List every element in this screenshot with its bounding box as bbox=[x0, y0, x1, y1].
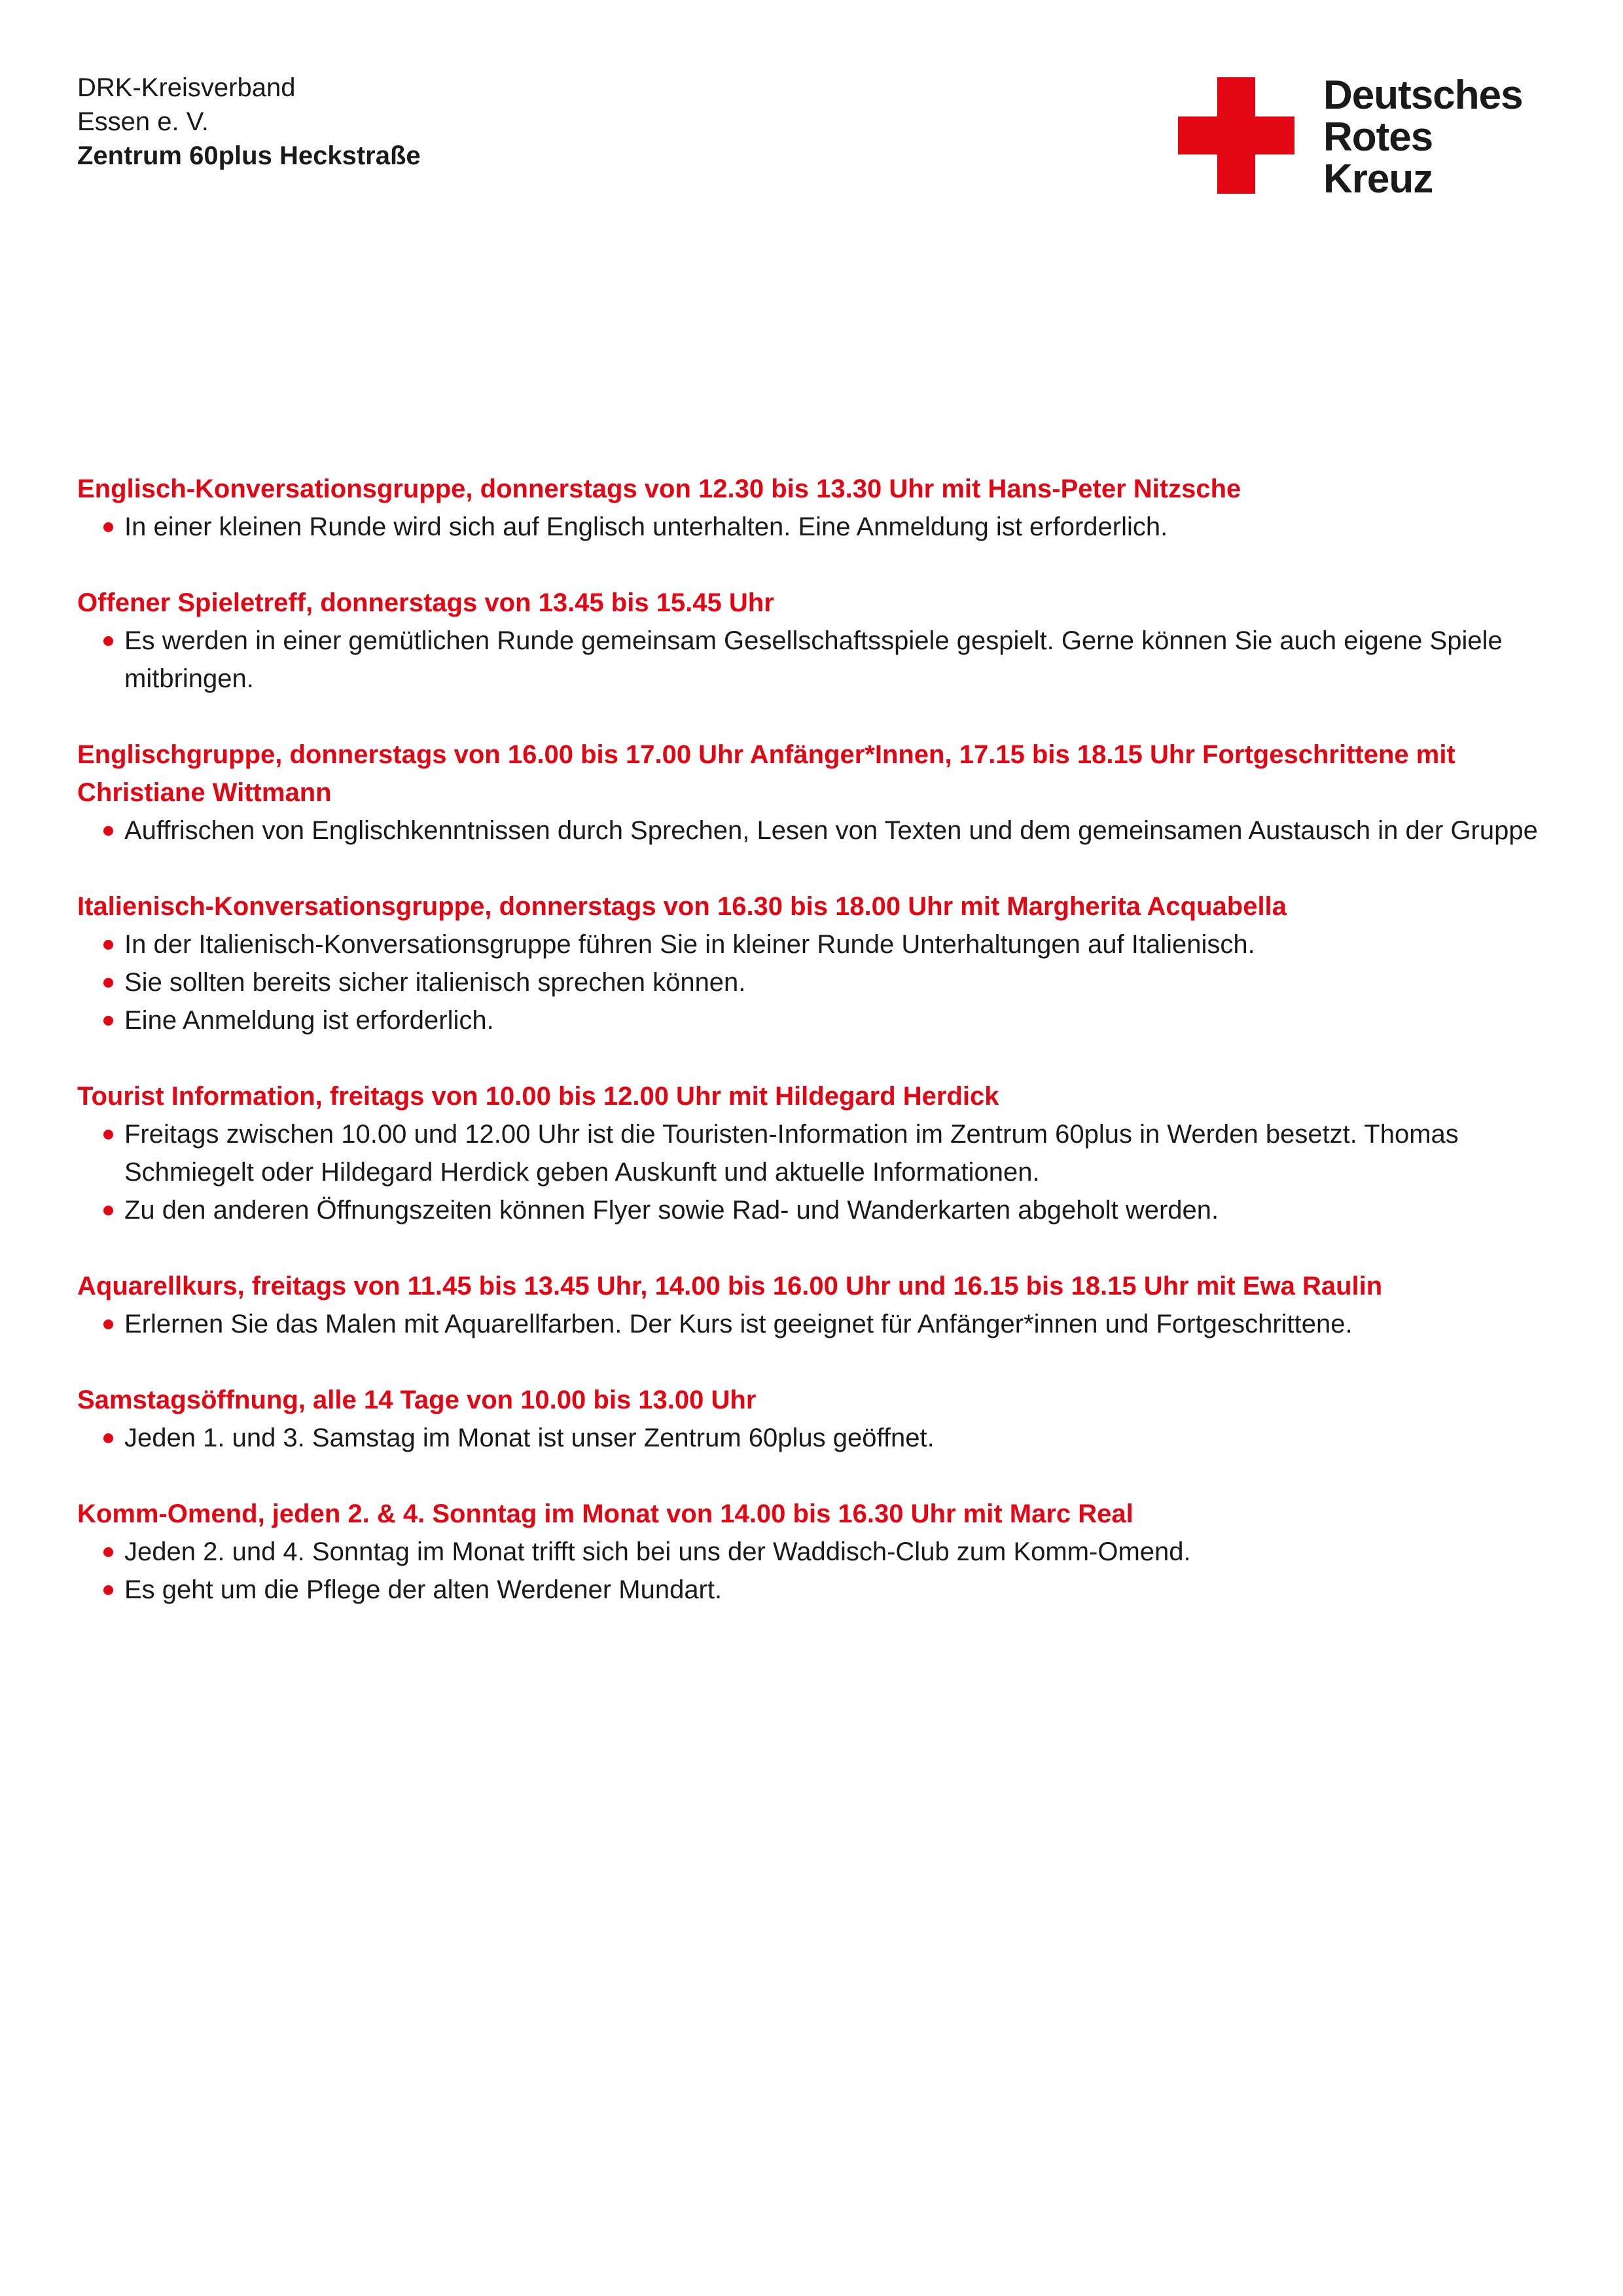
bullet-dot-icon bbox=[103, 636, 113, 646]
bullet-list bbox=[77, 1419, 1550, 1457]
program-section bbox=[77, 1267, 1550, 1343]
bullet-list bbox=[77, 1115, 1550, 1229]
list-item bbox=[77, 622, 1550, 698]
section-heading: Italienisch-Konversationsgruppe, donnerstags von 16.30 bis 18.00 Uhr mit Margherita Acquabella bbox=[77, 892, 1287, 921]
bullet-text: Es geht um die Pflege der alten Werdener Mundart. bbox=[124, 1575, 722, 1604]
bullet-list bbox=[77, 1305, 1550, 1343]
bullet-text: Erlernen Sie das Malen mit Aquarellfarben. Der Kurs ist geeignet für Anfänger*innen und Fortgeschrittene. bbox=[124, 1310, 1353, 1338]
list-item bbox=[77, 508, 1550, 546]
section-heading: Komm-Omend, jeden 2. & 4. Sonntag im Monat von 14.00 bis 16.30 Uhr mit Marc Real bbox=[77, 1499, 1133, 1528]
logo-word-deutsches: Deutsches bbox=[1323, 73, 1523, 118]
program-section bbox=[77, 584, 1550, 698]
list-item bbox=[77, 1419, 1550, 1457]
sender-organization: DRK-Kreisverband bbox=[77, 73, 296, 102]
bullet-text: In einer kleinen Runde wird sich auf Englisch unterhalten. Eine Anmeldung ist erforderlich. bbox=[124, 512, 1168, 541]
logo-word-rotes: Rotes bbox=[1323, 115, 1433, 160]
sender-address-block bbox=[77, 71, 421, 173]
list-item bbox=[77, 1115, 1550, 1191]
bullet-dot-icon bbox=[103, 978, 113, 988]
list-item bbox=[77, 1001, 1550, 1039]
list-item bbox=[77, 1533, 1550, 1571]
bullet-dot-icon bbox=[103, 1433, 113, 1443]
program-section bbox=[77, 888, 1550, 1039]
list-item bbox=[77, 812, 1550, 850]
section-heading: Aquarellkurs, freitags von 11.45 bis 13.45 Uhr, 14.00 bis 16.00 Uhr und 16.15 bis 18.15 Uhr mit Ewa Raulin bbox=[77, 1272, 1383, 1300]
bullet-text: Freitags zwischen 10.00 und 12.00 Uhr ist die Touristen-Information im Zentrum 60plus in Werden besetzt. Thomas Schmiegelt oder Hildegard Herdick geben Auskunft und aktuelle Informationen. bbox=[124, 1120, 1459, 1187]
sender-center-name: Zentrum 60plus Heckstraße bbox=[77, 141, 421, 170]
bullet-dot-icon bbox=[103, 1130, 113, 1139]
list-item bbox=[77, 1191, 1550, 1229]
bullet-list bbox=[77, 508, 1550, 546]
program-section bbox=[77, 736, 1550, 850]
bullet-text: Auffrischen von Englischkenntnissen durch Sprechen, Lesen von Texten und dem gemeinsamen Austausch in der Gruppe bbox=[124, 816, 1538, 845]
bullet-list bbox=[77, 925, 1550, 1039]
bullet-text: Jeden 2. und 4. Sonntag im Monat trifft sich bei uns der Waddisch-Club zum Komm-Omend. bbox=[124, 1537, 1191, 1566]
bullet-text: Zu den anderen Öffnungszeiten können Flyer sowie Rad- und Wanderkarten abgeholt werden. bbox=[124, 1196, 1219, 1225]
list-item bbox=[77, 963, 1550, 1001]
program-section bbox=[77, 470, 1550, 546]
program-list bbox=[77, 470, 1550, 1647]
logo-wordmark bbox=[1323, 75, 1523, 200]
bullet-text: Eine Anmeldung ist erforderlich. bbox=[124, 1006, 494, 1035]
sender-city: Essen e. V. bbox=[77, 107, 209, 136]
bullet-dot-icon bbox=[103, 1547, 113, 1557]
section-heading: Tourist Information, freitags von 10.00 bis 12.00 Uhr mit Hildegard Herdick bbox=[77, 1082, 999, 1111]
drk-logo bbox=[1178, 73, 1558, 202]
bullet-text: Sie sollten bereits sicher italienisch sprechen können. bbox=[124, 968, 746, 997]
list-item bbox=[77, 1305, 1550, 1343]
section-heading: Offener Spieletreff, donnerstags von 13.45 bis 15.45 Uhr bbox=[77, 588, 774, 617]
bullet-list bbox=[77, 812, 1550, 850]
bullet-text: In der Italienisch-Konversationsgruppe führen Sie in kleiner Runde Unterhaltungen auf Italienisch. bbox=[124, 930, 1255, 959]
list-item bbox=[77, 925, 1550, 963]
bullet-dot-icon bbox=[103, 522, 113, 532]
bullet-text: Jeden 1. und 3. Samstag im Monat ist unser Zentrum 60plus geöffnet. bbox=[124, 1424, 935, 1452]
section-heading: Englisch-Konversationsgruppe, donnerstags von 12.30 bis 13.30 Uhr mit Hans-Peter Nitzsche bbox=[77, 475, 1241, 503]
program-section bbox=[77, 1077, 1550, 1229]
bullet-dot-icon bbox=[103, 826, 113, 836]
bullet-dot-icon bbox=[103, 1206, 113, 1215]
bullet-text: Es werden in einer gemütlichen Runde gemeinsam Gesellschaftsspiele gespielt. Gerne können Sie auch eigene Spiele mitbringen. bbox=[124, 626, 1503, 693]
logo-word-kreuz: Kreuz bbox=[1323, 156, 1433, 202]
bullet-list bbox=[77, 622, 1550, 698]
bullet-dot-icon bbox=[103, 1319, 113, 1329]
bullet-dot-icon bbox=[103, 940, 113, 950]
program-section bbox=[77, 1495, 1550, 1609]
bullet-dot-icon bbox=[103, 1016, 113, 1026]
program-section bbox=[77, 1381, 1550, 1457]
bullet-list bbox=[77, 1533, 1550, 1609]
section-heading: Samstagsöffnung, alle 14 Tage von 10.00 bis 13.00 Uhr bbox=[77, 1386, 757, 1414]
section-heading: Englischgruppe, donnerstags von 16.00 bis 17.00 Uhr Anfänger*Innen, 17.15 bis 18.15 Uhr Fortgeschrittene mit Christiane Wittmann bbox=[77, 740, 1455, 807]
bullet-dot-icon bbox=[103, 1585, 113, 1595]
list-item bbox=[77, 1571, 1550, 1609]
red-cross-icon bbox=[1178, 77, 1294, 194]
